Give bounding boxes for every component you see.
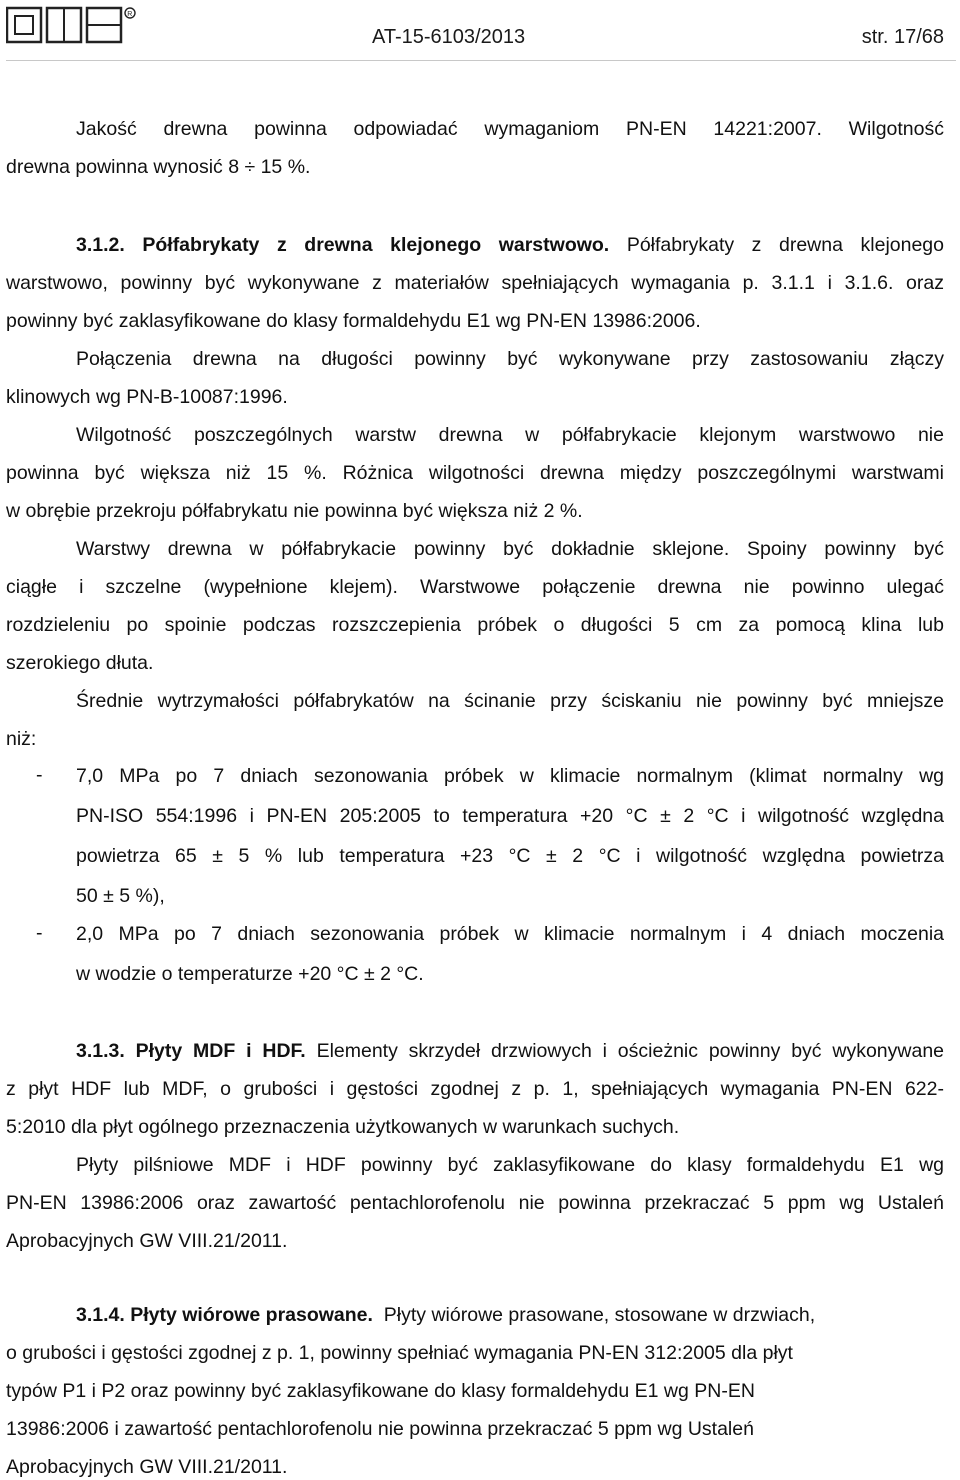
section-3-1-3 <box>6 1032 944 1260</box>
section-heading: 3.1.4. Płyty wiórowe prasowane. <box>76 1304 373 1326</box>
text-line: Połączenia drewna na długości powinny być wykonywane przy zastosowaniu złączy <box>76 348 944 370</box>
text-line: o grubości i gęstości zgodnej z p. 1, powinny spełniać wymagania PN-EN 312:2005 dla płyt <box>6 1342 793 1364</box>
text-line: powinny być zaklasyfikowane do klasy formaldehydu E1 wg PN-EN 13986:2006. <box>6 310 701 332</box>
section-3-1-2 <box>6 226 944 758</box>
text-line: 3.1.4. Płyty wiórowe prasowane. Płyty wiórowe prasowane, stosowane w drzwiach, <box>76 1304 816 1326</box>
text-line: 3.1.2. Półfabrykaty z drewna klejonego warstwowo. Półfabrykaty z drewna klejonego <box>76 234 944 256</box>
text-line: rozdzieleniu po spoinie podczas rozszczepienia próbek o długości 5 cm za pomocą klina lub <box>6 614 944 636</box>
text-line: w wodzie o temperaturze +20 °C ± 2 °C. <box>76 963 424 985</box>
svg-text:R: R <box>127 10 133 18</box>
text-line: 50 ± 5 %), <box>76 885 165 907</box>
text-line: 5:2010 dla płyt ogólnego przeznaczenia użytkowanych w warunkach suchych. <box>6 1116 680 1138</box>
text-line: typów P1 i P2 oraz powinny być zaklasyfikowane do klasy formaldehydu E1 wg PN-EN <box>6 1380 755 1402</box>
text-line: 7,0 MPa po 7 dniach sezonowania próbek w klimacie normalnym (klimat normalny wg <box>76 765 944 787</box>
page-header <box>0 0 960 58</box>
text-line: PN-EN 13986:2006 oraz zawartość pentachlorofenolu nie powinna przekraczać 5 ppm wg Ustaleń <box>6 1192 944 1214</box>
text-line: 13986:2006 i zawartość pentachlorofenolu nie powinna przekraczać 5 ppm wg Ustaleń <box>6 1418 754 1440</box>
text-line: klinowych wg PN-B-10087:1996. <box>6 386 288 408</box>
list-dash: - <box>36 922 43 944</box>
text-line: Aprobacyjnych GW VIII.21/2011. <box>6 1230 288 1252</box>
text-line: w obrębie przekroju półfabrykatu nie powinna być większa niż 2 %. <box>6 500 583 522</box>
paragraph-wood-quality <box>6 110 944 186</box>
page-number: str. 17/68 <box>861 26 944 48</box>
header-divider <box>6 60 956 61</box>
section-3-1-4 <box>6 1296 944 1480</box>
section-heading: 3.1.3. Płyty MDF i HDF. <box>76 1040 306 1062</box>
text-line: z płyt HDF lub MDF, o grubości i gęstości zgodnej z p. 1, spełniających wymagania PN-EN 622- <box>6 1078 944 1100</box>
text-line: Średnie wytrzymałości półfabrykatów na ścinanie przy ściskaniu nie powinny być mniejsze <box>76 690 944 712</box>
document-id: AT-15-6103/2013 <box>372 26 526 48</box>
text-line: drewna powinna wynosić 8 ÷ 15 %. <box>6 156 311 178</box>
text-line: 2,0 MPa po 7 dniach sezonowania próbek w klimacie normalnym i 4 dniach moczenia <box>76 923 944 945</box>
text-line: PN-ISO 554:1996 i PN-EN 205:2005 to temperatura +20 °C ± 2 °C i wilgotność względna <box>76 805 944 827</box>
text-line: szerokiego dłuta. <box>6 652 154 674</box>
text-line: Aprobacyjnych GW VIII.21/2011. <box>6 1456 288 1478</box>
section-heading: 3.1.2. Półfabrykaty z drewna klejonego warstwowo. <box>76 234 610 256</box>
strength-requirements-list <box>6 756 944 994</box>
itb-logo-icon <box>6 6 136 46</box>
text-line: Jakość drewna powinna odpowiadać wymaganiom PN-EN 14221:2007. Wilgotność <box>76 118 944 140</box>
text-line: Płyty pilśniowe MDF i HDF powinny być zaklasyfikowane do klasy formaldehydu E1 wg <box>76 1154 944 1176</box>
text-line: powietrza 65 ± 5 % lub temperatura +23 °C ± 2 °C i wilgotność względna powietrza <box>76 845 944 867</box>
text-line: 3.1.3. Płyty MDF i HDF. Elementy skrzydeł drzwiowych i ościeżnic powinny być wykonywane <box>76 1040 944 1062</box>
list-item <box>6 756 944 916</box>
list-item <box>6 914 944 994</box>
list-dash: - <box>36 764 43 786</box>
text-line: powinna być większa niż 15 %. Różnica wilgotności drewna między poszczególnymi warstwami <box>6 462 944 484</box>
text-line: Wilgotność poszczególnych warstw drewna w półfabrykacie klejonym warstwowo nie <box>76 424 944 446</box>
text-line: niż: <box>6 728 37 750</box>
text-line: ciągłe i szczelne (wypełnione klejem). Warstwowe połączenie drewna nie powinno ulegać <box>6 576 944 598</box>
text-line: warstwowo, powinny być wykonywane z materiałów spełniających wymagania p. 3.1.1 i 3.1.6. oraz <box>6 272 944 294</box>
text-line: Warstwy drewna w półfabrykacie powinny być dokładnie sklejone. Spoiny powinny być <box>76 538 944 560</box>
